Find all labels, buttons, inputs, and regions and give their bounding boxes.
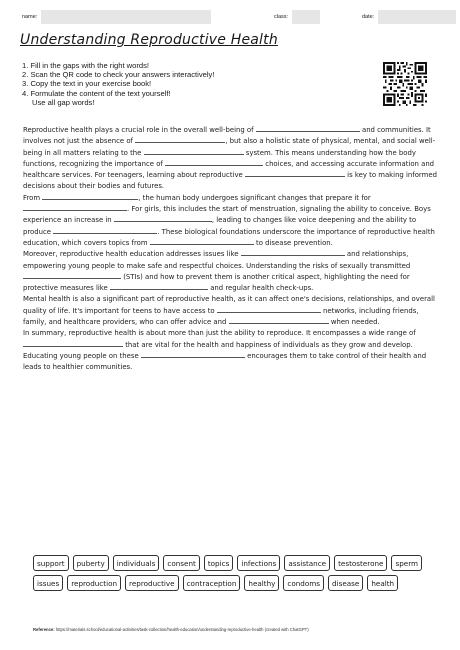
gap-blank[interactable]: [229, 317, 329, 324]
date-input[interactable]: [378, 10, 456, 24]
paragraph-3: [23, 249, 437, 294]
gap-blank[interactable]: [141, 351, 245, 358]
text-segment: networks, including friends, family, and healthcare providers, who can offer advice and: [23, 306, 419, 327]
word-chip[interactable]: infections: [237, 555, 280, 571]
gap-blank[interactable]: [241, 249, 345, 256]
text-segment: encourages them to take control of their health and leads to healthier communities.: [23, 351, 427, 372]
gap-text: [23, 125, 437, 374]
word-chip[interactable]: reproduction: [67, 575, 121, 591]
word-chip[interactable]: reproductive: [125, 575, 179, 591]
text-segment: (STIs) and how to prevent them is another critical aspect, highlighting the need for protective measures like: [23, 272, 410, 293]
reference-label: Reference:: [33, 627, 55, 632]
paragraph-1: [23, 125, 437, 193]
instruction-item: 2. Scan the QR code to check your answers interactively!: [22, 70, 215, 80]
text-segment: and relationships, empowering young people to make safe and respectful choices. Understanding the risks of sexually transmitted: [23, 250, 411, 270]
text-segment: Moreover, reproductive health education addresses issues like: [23, 250, 239, 259]
class-label: class:: [274, 14, 289, 20]
text-segment: . For girls, this includes the start of menstruation, signaling the ability to conceive. Boys experience an increase in: [23, 205, 431, 225]
class-field: [274, 10, 320, 24]
paragraph-4: [23, 294, 437, 328]
class-input[interactable]: [292, 10, 320, 24]
text-segment: , leading to changes like voice deepening and the ability to produce: [23, 216, 417, 236]
text-segment: that are vital for the health and happiness of individuals as they grow and develop. Educating young people on these: [23, 340, 413, 360]
text-segment: In summary, reproductive health is about more than just the ability to reproduce. It encompasses a wide range of: [23, 329, 416, 338]
word-chip[interactable]: consent: [163, 555, 199, 571]
gap-blank[interactable]: [217, 306, 321, 313]
text-segment: , but also a holistic state of physical, mental, and social well-being in all matters relating to the: [23, 137, 436, 157]
text-segment: when needed.: [330, 318, 380, 327]
word-chip[interactable]: testosterone: [334, 555, 387, 571]
word-chip[interactable]: topics: [204, 555, 233, 571]
word-chip[interactable]: puberty: [73, 555, 109, 571]
gap-blank[interactable]: [256, 125, 360, 132]
instructions-list: [22, 61, 214, 107]
gap-blank[interactable]: [53, 227, 157, 234]
gap-blank[interactable]: [23, 204, 127, 211]
name-label: name:: [22, 14, 38, 20]
paragraph-5: [23, 328, 437, 373]
text-segment: system. This means understanding how the body functions, recognizing the importance of: [23, 148, 416, 168]
text-segment: . These biological foundations underscore the importance of reproductive health education, which covers topics from: [23, 227, 435, 247]
gap-blank[interactable]: [114, 215, 212, 222]
gap-blank[interactable]: [135, 136, 225, 143]
word-chip[interactable]: issues: [33, 575, 63, 591]
text-segment: is key to making informed decisions about their bodies and futures.: [23, 171, 437, 191]
name-field: [22, 10, 211, 24]
word-chip[interactable]: health: [367, 575, 398, 591]
name-input[interactable]: [41, 10, 211, 24]
date-label: date:: [362, 14, 375, 20]
paragraph-2: [23, 193, 437, 249]
text-segment: choices, and accessing accurate information and healthcare services. For teenagers, learning about reproductive: [23, 159, 435, 180]
word-chip[interactable]: assistance: [284, 555, 330, 571]
word-chip[interactable]: healthy: [244, 575, 279, 591]
word-chip[interactable]: contraception: [183, 575, 241, 591]
gap-blank[interactable]: [42, 193, 138, 200]
word-chip[interactable]: individuals: [113, 555, 160, 571]
text-segment: Reproductive health plays a crucial role in the overall well-being of: [23, 126, 254, 134]
word-chip[interactable]: sperm: [391, 555, 422, 571]
qr-code-icon[interactable]: [383, 57, 427, 111]
instruction-item: Use all gap words!: [32, 97, 95, 107]
instruction-item: 3. Copy the text in your exercise book!: [22, 79, 152, 89]
word-bank: [33, 555, 433, 591]
word-chip[interactable]: condoms: [283, 575, 324, 591]
text-segment: and communities. It involves not just the absence of: [23, 126, 431, 146]
worksheet-header: [22, 10, 440, 26]
text-segment: Mental health is also a significant part of reproductive health, as it can affect one's decisions, relationships, and overall quality of life. It's important for teens to have access to: [23, 295, 435, 315]
reference-line: [33, 627, 309, 632]
word-chip[interactable]: support: [33, 555, 69, 571]
gap-blank[interactable]: [245, 170, 345, 177]
date-field: [362, 10, 456, 24]
reference-link[interactable]: https://materials.school/educational-activities/task-collection/health-education/understanding-reproductive-health (created with ChatGPT): [55, 627, 309, 632]
text-segment: , the human body undergoes significant changes that prepare it for: [138, 193, 371, 202]
word-chip[interactable]: disease: [328, 575, 363, 591]
gap-blank[interactable]: [144, 148, 244, 155]
text-segment: From: [23, 193, 41, 202]
instruction-item: 1. Fill in the gaps with the right words!: [22, 61, 150, 70]
gap-blank[interactable]: [23, 272, 121, 279]
instruction-item: 4. Formulate the content of the text yourself!: [22, 88, 171, 98]
worksheet-title: Understanding Reproductive Health: [20, 32, 278, 48]
text-segment: and regular health check-ups.: [210, 284, 314, 293]
gap-blank[interactable]: [23, 340, 123, 347]
gap-blank[interactable]: [110, 283, 208, 290]
gap-blank[interactable]: [165, 159, 263, 166]
gap-blank[interactable]: [150, 238, 254, 245]
text-segment: to disease prevention.: [256, 238, 333, 247]
